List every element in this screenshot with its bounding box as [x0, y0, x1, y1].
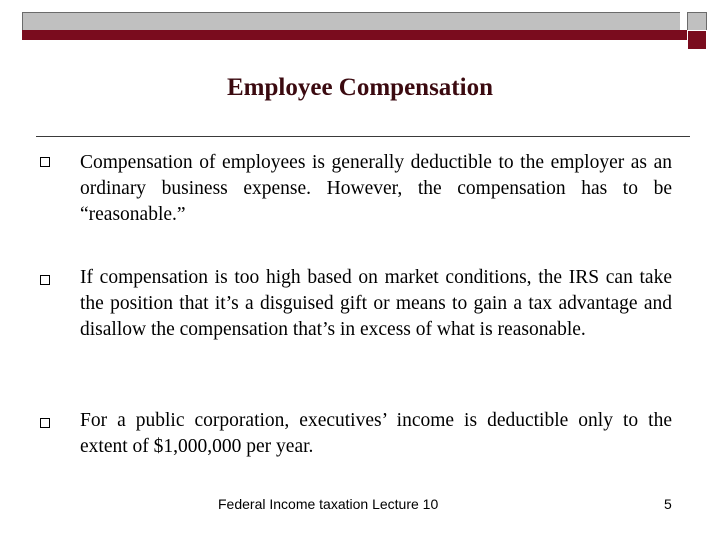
slide-title: Employee Compensation: [227, 74, 493, 101]
slide-footer: Federal Income taxation Lecture 10: [218, 496, 439, 512]
header-grey-bar: [22, 12, 680, 30]
bullet-text-3: For a public corporation, executives’ income is deductible only to the extent of $1,000,000 per year.: [80, 410, 672, 457]
corner-grey-square: [687, 12, 707, 32]
square-bullet-icon: [40, 418, 50, 428]
page-number: 5: [664, 496, 672, 512]
square-bullet-icon: [40, 275, 50, 285]
title-divider: [36, 136, 690, 137]
corner-red-square: [687, 30, 707, 50]
bullet-text-1: Compensation of employees is generally deductible to the employer as an ordinary business expense. However, the compensation has to be “reasonable.”: [80, 152, 672, 225]
bullet-text-2: If compensation is too high based on market conditions, the IRS can take the position that it’s a disguised gift or means to gain a tax advantage and disallow the compensation that’s in excess of what is reasonable.: [80, 267, 672, 340]
header-corner-decoration: [687, 12, 707, 40]
square-bullet-icon: [40, 157, 50, 167]
header-red-bar: [22, 30, 689, 40]
